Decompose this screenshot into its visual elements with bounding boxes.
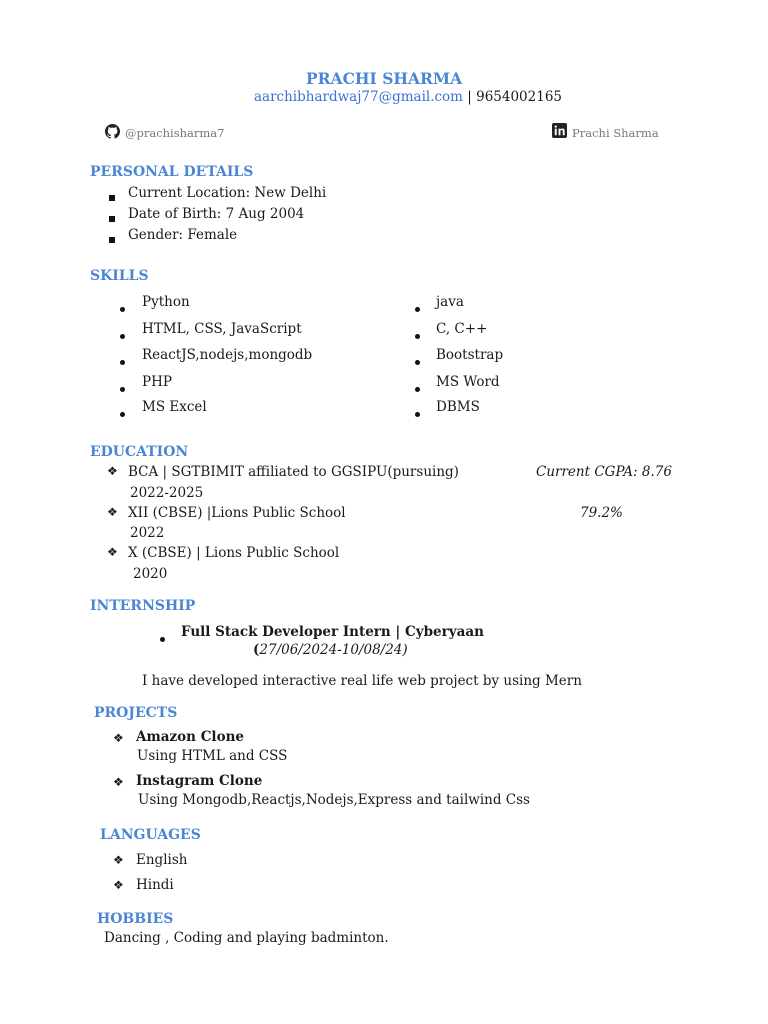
square-bullet bbox=[109, 210, 115, 226]
education-title: X (CBSE) | Lions Public School bbox=[128, 545, 340, 561]
education-score: Current CGPA: 8.76 bbox=[536, 464, 672, 480]
project-name: Instagram Clone bbox=[136, 773, 263, 789]
bullet-dot bbox=[415, 405, 420, 421]
project-desc: Using HTML and CSS bbox=[137, 748, 288, 764]
phone-number: | 9654002165 bbox=[462, 89, 563, 105]
contact-line bbox=[254, 89, 562, 105]
skill-item: DBMS bbox=[436, 399, 480, 415]
skills-heading: SKILLS bbox=[90, 268, 149, 284]
diamond-bullet-icon: ❖ bbox=[107, 505, 118, 519]
internship-description: I have developed interactive real life web project by using Mern bbox=[142, 673, 582, 689]
skill-item: ReactJS,nodejs,mongodb bbox=[142, 347, 313, 363]
internship-dates bbox=[253, 642, 408, 658]
education-title: BCA | SGTBIMIT affiliated to GGSIPU(pursuing) bbox=[128, 464, 459, 480]
project-desc: Using Mongodb,Reactjs,Nodejs,Express and tailwind Css bbox=[138, 792, 530, 808]
square-bullet bbox=[109, 231, 115, 247]
education-years: 2022-2025 bbox=[130, 485, 204, 501]
square-bullet bbox=[109, 189, 115, 205]
internship-heading: INTERNSHIP bbox=[90, 598, 196, 614]
github-handle[interactable]: @prachisharma7 bbox=[125, 126, 225, 140]
diamond-bullet-icon: ❖ bbox=[107, 545, 118, 559]
list-item: Current Location: New Delhi bbox=[128, 185, 327, 201]
diamond-bullet-icon: ❖ bbox=[113, 853, 124, 867]
bullet-dot bbox=[160, 630, 165, 646]
skill-item: Python bbox=[142, 294, 190, 310]
hobbies-heading: HOBBIES bbox=[97, 911, 174, 927]
diamond-bullet-icon: ❖ bbox=[113, 731, 124, 745]
bullet-dot bbox=[415, 380, 420, 396]
personal-details-heading: PERSONAL DETAILS bbox=[90, 164, 254, 180]
dates-open-paren: ( bbox=[253, 642, 260, 658]
skill-item: C, C++ bbox=[436, 321, 488, 337]
education-title: XII (CBSE) |Lions Public School bbox=[128, 505, 346, 521]
skill-item: MS Word bbox=[436, 374, 500, 390]
resume-name: PRACHI SHARMA bbox=[306, 69, 463, 88]
linkedin-icon[interactable] bbox=[552, 123, 567, 138]
bullet-dot bbox=[415, 353, 420, 369]
diamond-bullet-icon: ❖ bbox=[107, 464, 118, 478]
github-icon[interactable] bbox=[105, 124, 120, 139]
list-item: Date of Birth: 7 Aug 2004 bbox=[128, 206, 305, 222]
bullet-dot bbox=[120, 353, 125, 369]
linkedin-name[interactable]: Prachi Sharma bbox=[572, 126, 659, 140]
project-name: Amazon Clone bbox=[136, 729, 244, 745]
skill-item: MS Excel bbox=[142, 399, 207, 415]
language-item: Hindi bbox=[136, 877, 174, 893]
education-years: 2020 bbox=[133, 566, 168, 582]
bullet-dot bbox=[120, 380, 125, 396]
education-heading: EDUCATION bbox=[90, 444, 189, 460]
bullet-dot bbox=[120, 300, 125, 316]
dates-text: 27/06/2024-10/08/24) bbox=[259, 642, 408, 658]
languages-heading: LANGUAGES bbox=[100, 827, 201, 843]
bullet-dot bbox=[120, 405, 125, 421]
diamond-bullet-icon: ❖ bbox=[113, 775, 124, 789]
diamond-bullet-icon: ❖ bbox=[113, 878, 124, 892]
skill-item: Bootstrap bbox=[436, 347, 504, 363]
skill-item: HTML, CSS, JavaScript bbox=[142, 321, 302, 337]
skill-item: PHP bbox=[142, 374, 172, 390]
internship-role: Full Stack Developer Intern | Cyberyaan bbox=[181, 624, 484, 640]
hobbies-text: Dancing , Coding and playing badminton. bbox=[104, 930, 389, 946]
education-years: 2022 bbox=[130, 525, 165, 541]
skill-item: java bbox=[436, 294, 464, 310]
education-score: 79.2% bbox=[580, 505, 623, 521]
email-link[interactable]: aarchibhardwaj77@gmail.com bbox=[254, 89, 463, 105]
language-item: English bbox=[136, 852, 188, 868]
projects-heading: PROJECTS bbox=[94, 705, 178, 721]
bullet-dot bbox=[415, 300, 420, 316]
bullet-dot bbox=[415, 327, 420, 343]
list-item: Gender: Female bbox=[128, 227, 238, 243]
bullet-dot bbox=[120, 327, 125, 343]
